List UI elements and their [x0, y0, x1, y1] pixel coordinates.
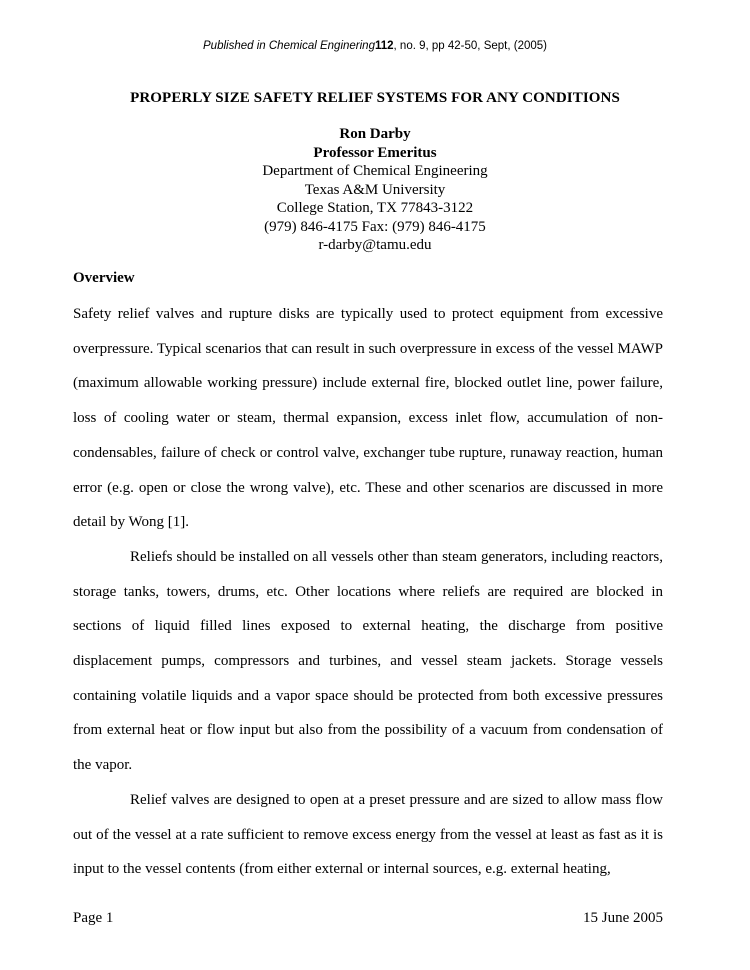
author-university: Texas A&M University: [304, 181, 446, 198]
paper-title: PROPERLY SIZE SAFETY RELIEF SYSTEMS FOR ANY CONDITIONS: [130, 90, 620, 106]
author-phone-fax: (979) 846-4175 Fax: (979) 846-4175: [264, 218, 486, 235]
paragraph: Reliefs should be installed on all vessels other than steam generators, including reactors, storage tanks, towers, drums, etc. Other locations where reliefs are required are blocked in sections of liquid filled lines exposed to external heating, the discharge from positive displacement pumps, compressors and turbines, and vessel steam jackets. Storage vessels containing volatile liquids and a vapor space should be protected from both excessive pressures from external heat or flow input but also from the possibility of a vacuum from condensation of the vapor.: [73, 548, 663, 774]
volume-number: 112: [374, 40, 394, 52]
author-block: [0, 125, 750, 255]
publication-line: [0, 40, 750, 52]
paragraph: Relief valves are designed to open at a preset pressure and are sized to allow mass flow out of the vessel at a rate sufficient to remove excess energy from the vessel at least as fast as it is input to the vessel contents (from either external or internal sources, e.g. external heating,: [73, 791, 663, 878]
author-department: Department of Chemical Engineering: [262, 163, 488, 179]
issue-pages-date: , no. 9, pp 42-50, Sept, (2005): [393, 40, 547, 52]
page-number: Page 1: [73, 910, 114, 926]
author-name: Ron Darby: [339, 126, 411, 142]
section-heading: Overview: [73, 270, 135, 286]
paragraph: Safety relief valves and rupture disks are typically used to protect equipment from excessive overpressure. Typical scenarios that can result in such overpressure in excess of the vessel MAWP (maximum allowable working pressure) include external fire, blocked outlet line, power failure, loss of cooling water or steam, thermal expansion, excess inlet flow, accumulation of non-condensables, failure of check or control valve, exchanger tube rupture, runaway reaction, human error (e.g. open or close the wrong valve), etc. These and other scenarios are discussed in more detail by Wong [1].: [73, 306, 663, 531]
author-email[interactable]: r-darby@tamu.edu: [318, 237, 432, 253]
author-position: Professor Emeritus: [313, 144, 437, 161]
footer-date: 15 June 2005: [583, 910, 663, 926]
journal-name: Published in Chemical Enginering: [203, 40, 375, 52]
section-body: [73, 297, 663, 887]
author-address: College Station, TX 77843-3122: [276, 200, 474, 216]
